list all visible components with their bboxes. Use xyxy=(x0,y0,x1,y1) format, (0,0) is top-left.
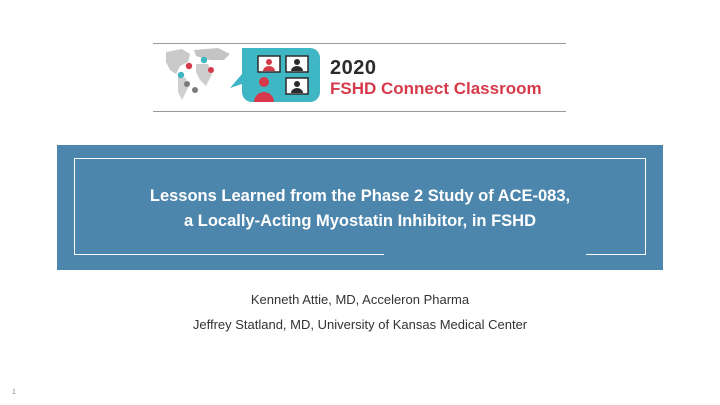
world-map-north-america xyxy=(166,49,190,74)
logo-year: 2020 xyxy=(330,57,377,79)
author-1: Kenneth Attie, MD, Acceleron Pharma xyxy=(250,292,470,307)
title-line-1: Lessons Learned from the Phase 2 Study of ACE-083, xyxy=(149,187,571,205)
top-rule xyxy=(153,43,566,44)
world-map-south-america xyxy=(178,76,188,100)
banner-frame xyxy=(74,254,384,255)
map-pin-icon xyxy=(208,67,214,73)
slide-number: 1 xyxy=(12,389,16,396)
world-map-europe-asia xyxy=(194,48,230,60)
logo-name: FSHD Connect Classroom xyxy=(330,79,542,98)
map-pin-icon xyxy=(184,81,190,87)
map-pin-icon xyxy=(192,87,198,93)
title-line-2: a Locally-Acting Myostatin Inhibitor, in FSHD xyxy=(183,212,537,230)
banner-frame xyxy=(586,254,646,255)
presentation-title xyxy=(74,184,646,234)
world-map-africa xyxy=(196,64,212,86)
map-pin-icon xyxy=(201,57,207,63)
map-pin-icon xyxy=(178,72,184,78)
fshd-classroom-logo xyxy=(160,46,320,108)
banner-frame xyxy=(74,158,646,159)
author-2: Jeffrey Statland, MD, University of Kansas Medical Center xyxy=(192,317,528,332)
presenter-icon xyxy=(259,77,269,87)
bottom-rule xyxy=(153,111,566,112)
map-pin-icon xyxy=(186,63,192,69)
